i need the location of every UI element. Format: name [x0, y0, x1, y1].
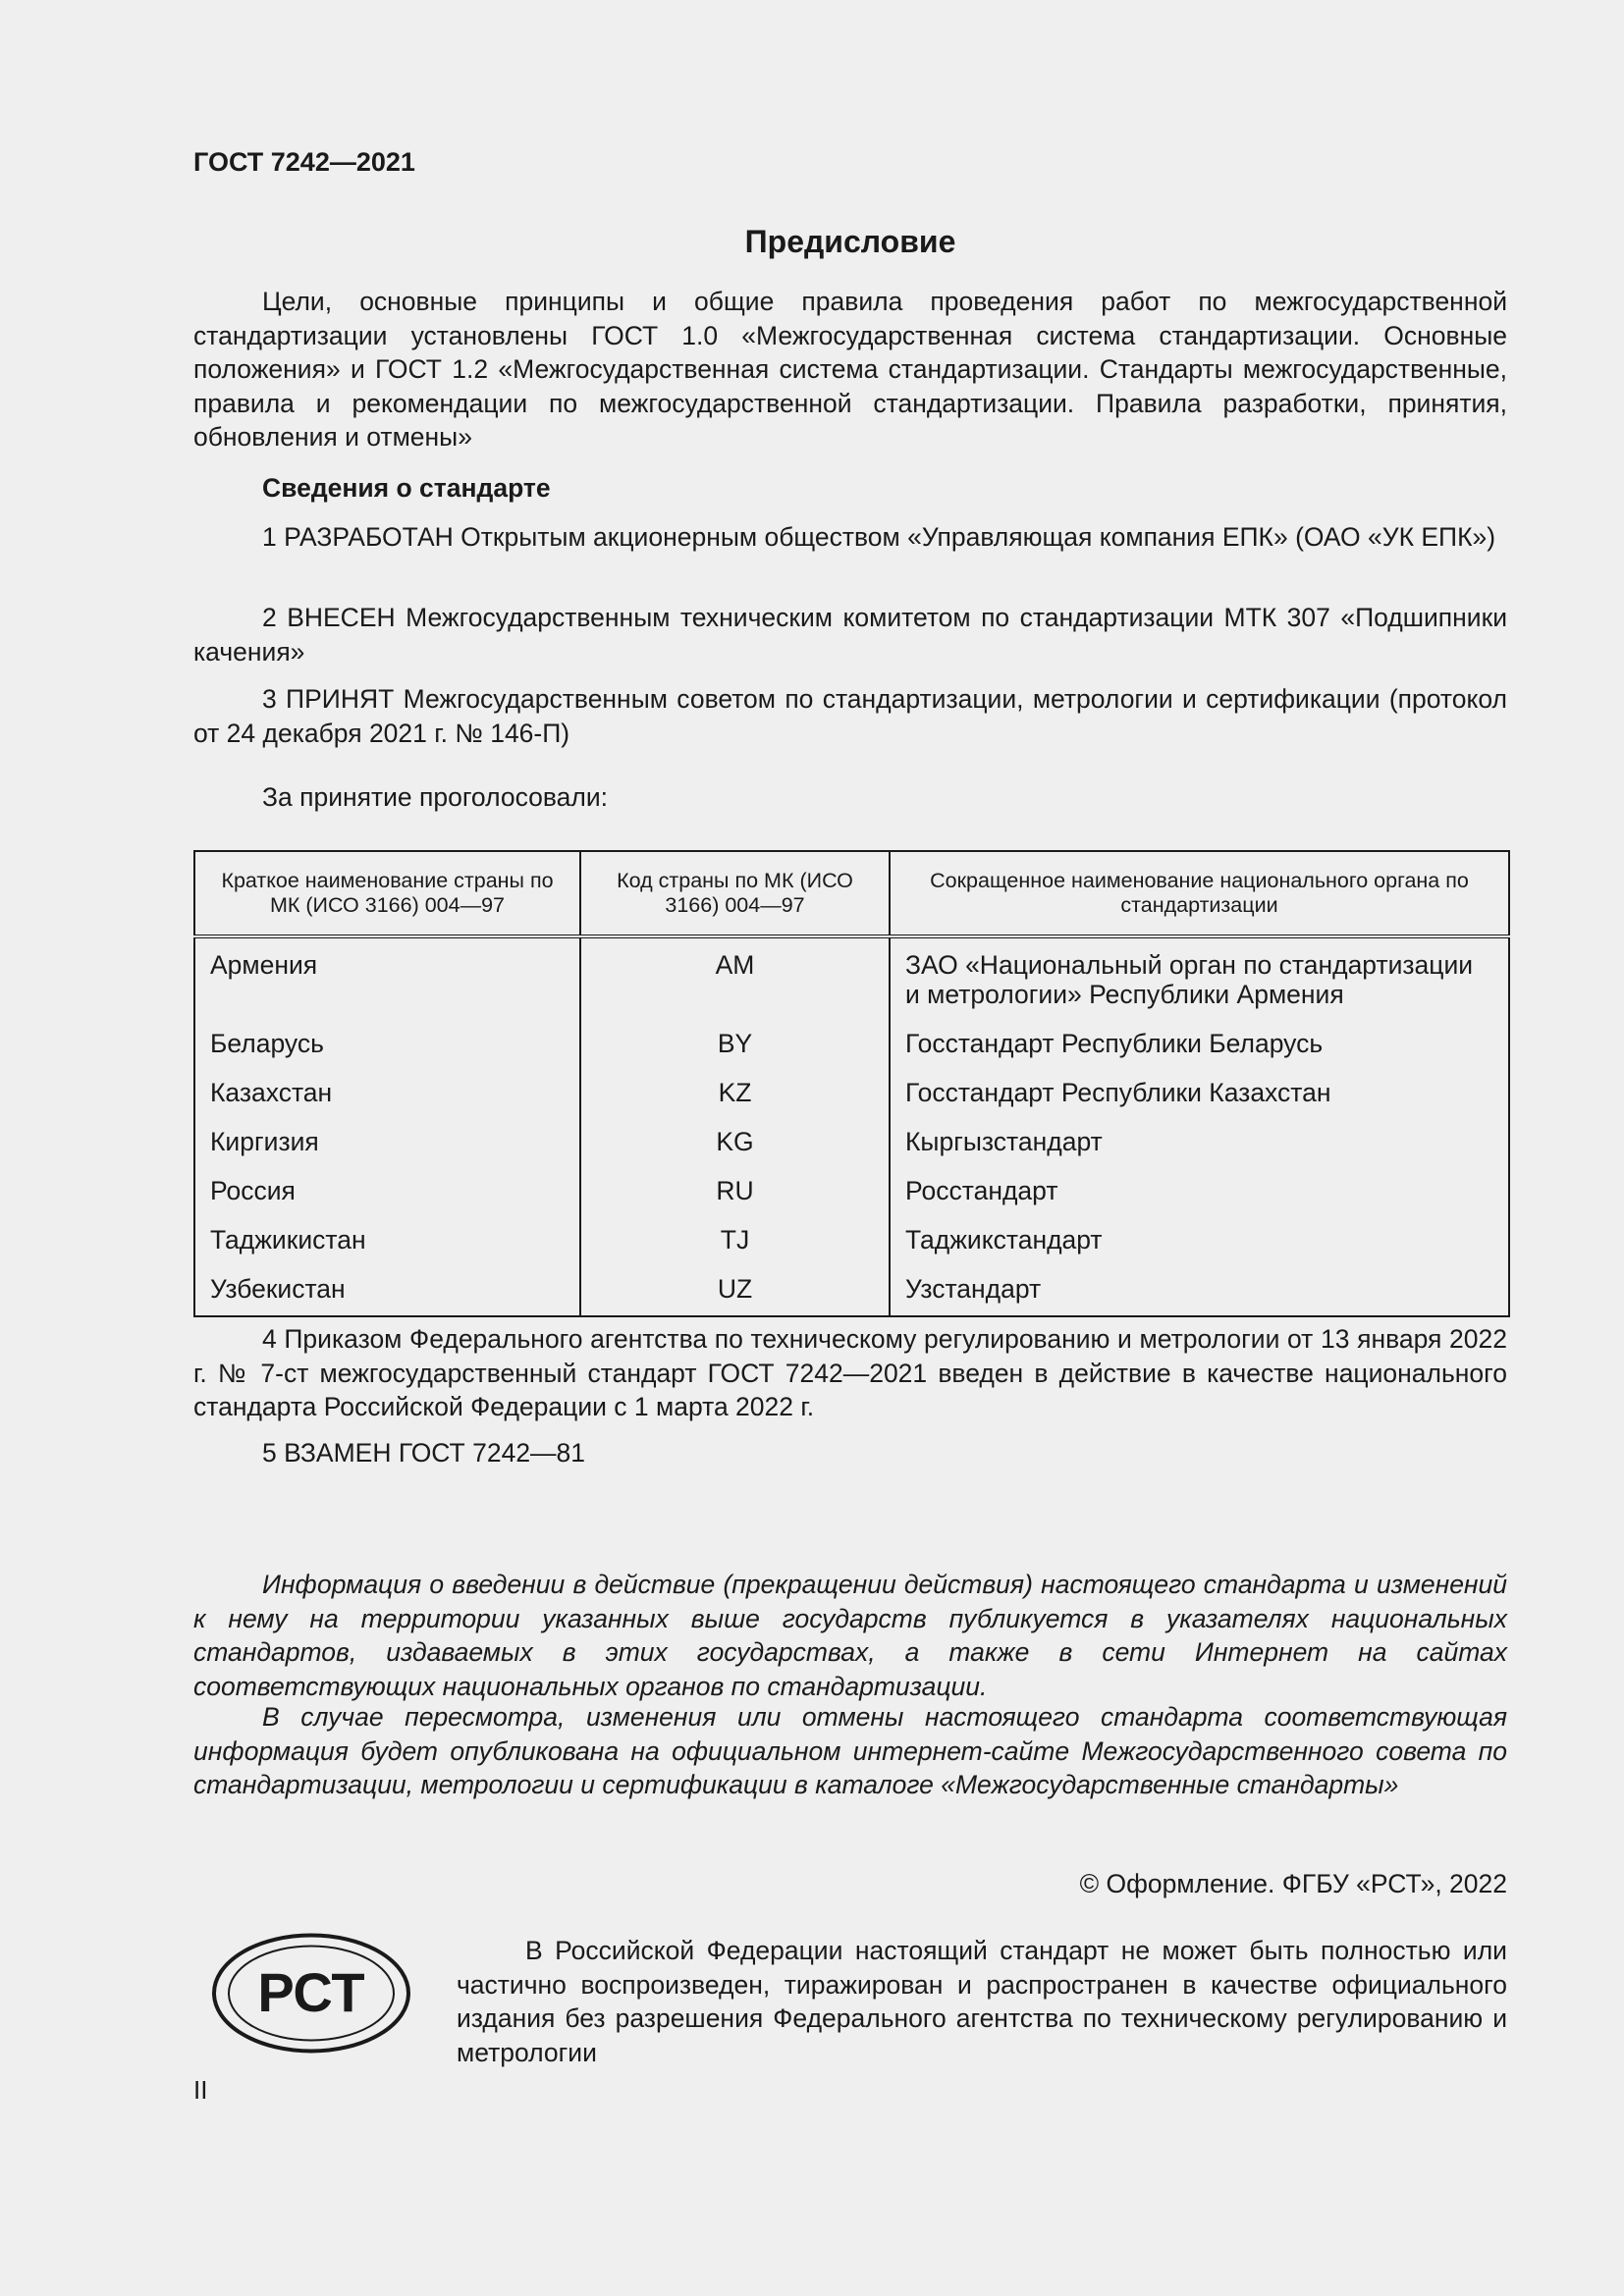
rst-logo-icon [211, 1932, 411, 2055]
table-row [194, 1176, 1509, 1225]
country-code: KZ [580, 1078, 890, 1127]
page-title: Предисловие [744, 224, 956, 259]
item-3-adopted: 3 ПРИНЯТ Межгосударственным советом по стандартизации, метрологии и сертификации (протокол от 24 декабря 2021 г. № 146-П) [193, 684, 1507, 748]
country-name: Киргизия [194, 1127, 580, 1176]
national-body: Госстандарт Республики Беларусь [890, 1029, 1509, 1078]
logo-text: РСТ [257, 1961, 365, 2023]
intro-paragraph: Цели, основные принципы и общие правила проведения работ по межгосударственной стандартизации установлены ГОСТ 1.0 «Межгосударственная система стандартизации. Основные положения» и ГОСТ 1.2 «Межгосударственная система стандартизации. Стандарты межгосударственные, правила и рекомендации по межгосударственной стандартизации. Правила разработки, принятия, обновления и отмены» [193, 287, 1507, 452]
national-body: Госстандарт Республики Казахстан [890, 1078, 1509, 1127]
country-code: BY [580, 1029, 890, 1078]
voting-countries-table [193, 850, 1510, 1317]
country-name: Армения [194, 936, 580, 1029]
header-country-name: Краткое наименование страны по МК (ИСО 3166) 004—97 [194, 851, 580, 936]
voted-label: За принятие проголосовали: [262, 782, 609, 812]
item-4-enacted: 4 Приказом Федерального агентства по техническому регулированию и метрологии от 13 января 2022 г. № 7-ст межгосударственный стандарт ГОСТ 7242—2021 введен в действие в качестве национального стандарта Российской Федерации с 1 марта 2022 г. [193, 1324, 1507, 1421]
country-code: AM [580, 936, 890, 1029]
reproduction-notice: В Российской Федерации настоящий стандарт не может быть полностью или частично воспроизведен, тиражирован и распространен в качестве официального издания без разрешения Федерального агентства по техническому регулированию и метрологии [457, 1936, 1507, 2067]
country-name: Таджикистан [194, 1225, 580, 1274]
table-row [194, 1078, 1509, 1127]
country-code: UZ [580, 1274, 890, 1316]
country-code: KG [580, 1127, 890, 1176]
info-heading: Сведения о стандарте [262, 473, 551, 503]
national-body: Узстандарт [890, 1274, 1509, 1316]
national-body: Таджикстандарт [890, 1225, 1509, 1274]
table-row [194, 1127, 1509, 1176]
country-name: Россия [194, 1176, 580, 1225]
national-body: ЗАО «Национальный орган по стандартизации и метрологии» Республики Армения [890, 936, 1509, 1029]
country-name: Узбекистан [194, 1274, 580, 1316]
header-national-body: Сокращенное наименование национального органа по стандартизации [890, 851, 1509, 936]
info-italic-paragraph-2: В случае пересмотра, изменения или отмены настоящего стандарта соответствующая информация будет опубликована на официальном интернет-сайте Межгосударственного совета по стандартизации, метрологии и сертификации в каталоге «Межгосударственные стандарты» [193, 1702, 1507, 1799]
country-code: RU [580, 1176, 890, 1225]
page-number: II [193, 2075, 208, 2105]
item-2-introduced: 2 ВНЕСЕН Межгосударственным техническим комитетом по стандартизации МТК 307 «Подшипники качения» [193, 603, 1507, 667]
copyright-line: © Оформление. ФГБУ «РСТ», 2022 [1079, 1869, 1507, 1898]
country-name: Беларусь [194, 1029, 580, 1078]
document-id: ГОСТ 7242—2021 [193, 147, 415, 177]
table-row [194, 936, 1509, 1029]
national-body: Кыргызстандарт [890, 1127, 1509, 1176]
country-name: Казахстан [194, 1078, 580, 1127]
national-body: Росстандарт [890, 1176, 1509, 1225]
table-header-row [194, 851, 1509, 936]
table-row [194, 1225, 1509, 1274]
item-5-replaces: 5 ВЗАМЕН ГОСТ 7242—81 [262, 1438, 586, 1468]
item-1-developed: 1 РАЗРАБОТАН Открытым акционерным обществом «Управляющая компания ЕПК» (ОАО «УК ЕПК») [262, 522, 1496, 552]
table-row [194, 1029, 1509, 1078]
header-country-code: Код страны по МК (ИСО 3166) 004—97 [580, 851, 890, 936]
table-row [194, 1274, 1509, 1316]
info-italic-paragraph-1: Информация о введении в действие (прекращении действия) настоящего стандарта и изменений к нему на территории указанных выше государств публикуется в указателях национальных стандартов, издаваемых в этих государствах, а также в сети Интернет на сайтах соответствующих национальных органов по стандартизации. [193, 1570, 1507, 1701]
country-code: TJ [580, 1225, 890, 1274]
